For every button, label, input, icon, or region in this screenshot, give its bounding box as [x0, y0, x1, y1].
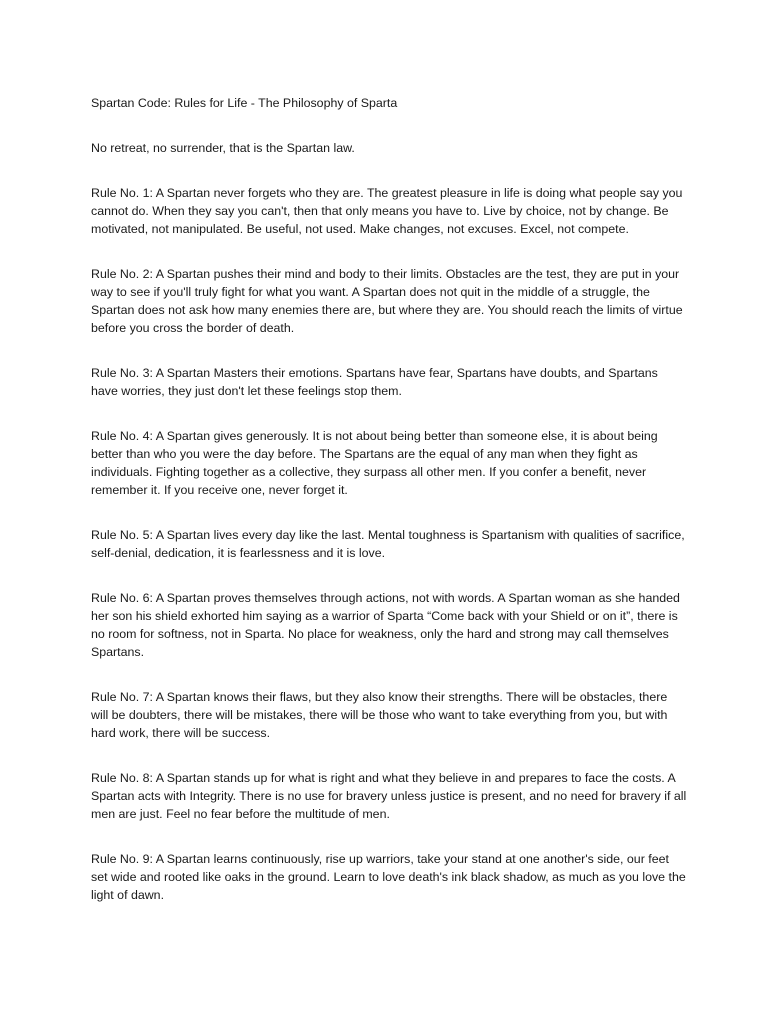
document-body	[91, 94, 687, 931]
rule-1-paragraph: Rule No. 1: A Spartan never forgets who they are. The greatest pleasure in life is doing what people say you cannot do. When they say you can't, then that only means you have to. Live by choice, not by change. Be motivated, not manipulated. Be useful, not used. Make changes, not excuses. Excel, not compete.	[91, 186, 683, 236]
document-title: Spartan Code: Rules for Life - The Philosophy of Sparta	[91, 96, 398, 110]
rule-8-paragraph: Rule No. 8: A Spartan stands up for what is right and what they believe in and prepares to face the costs. A Spartan acts with Integrity. There is no use for bravery unless justice is present, and no need for bravery if all men are just. Feel no fear before the multitude of men.	[91, 771, 687, 821]
motto-paragraph: No retreat, no surrender, that is the Spartan law.	[91, 141, 355, 155]
rule-4-paragraph: Rule No. 4: A Spartan gives generously. It is not about being better than someone else, it is about being better than who you were the day before. The Spartans are the equal of any man when they fight as individuals. Fighting together as a collective, they surpass all other men. If you confer a benefit, never remember it. If you receive one, never forget it.	[91, 429, 658, 497]
rule-5-paragraph: Rule No. 5: A Spartan lives every day like the last. Mental toughness is Spartanism with qualities of sacrifice, self-denial, dedication, it is fearlessness and it is love.	[91, 528, 685, 560]
rule-6-paragraph: Rule No. 6: A Spartan proves themselves through actions, not with words. A Spartan woman as she handed her son his shield exhorted him saying as a warrior of Sparta “Come back with your Shield or on it”, there is no room for softness, not in Sparta. No place for weakness, only the hard and strong may call themselves Spartans.	[91, 591, 680, 659]
rule-2-paragraph: Rule No. 2: A Spartan pushes their mind and body to their limits. Obstacles are the test, they are put in your way to see if you'll truly fight for what you want. A Spartan does not quit in the middle of a struggle, the Spartan does not ask how many enemies there are, but where they are. You should reach the limits of virtue before you cross the border of death.	[91, 267, 683, 335]
rule-7-paragraph: Rule No. 7: A Spartan knows their flaws, but they also know their strengths. There will be obstacles, there will be doubters, there will be mistakes, there will be those who want to take everything from you, but with hard work, there will be success.	[91, 690, 668, 740]
rule-3-paragraph: Rule No. 3: A Spartan Masters their emotions. Spartans have fear, Spartans have doubts, and Spartans have worries, they just don't let these feelings stop them.	[91, 366, 658, 398]
rule-9-paragraph: Rule No. 9: A Spartan learns continuously, rise up warriors, take your stand at one another's side, our feet set wide and rooted like oaks in the ground. Learn to love death's ink black shadow, as much as you love the light of dawn.	[91, 852, 686, 902]
